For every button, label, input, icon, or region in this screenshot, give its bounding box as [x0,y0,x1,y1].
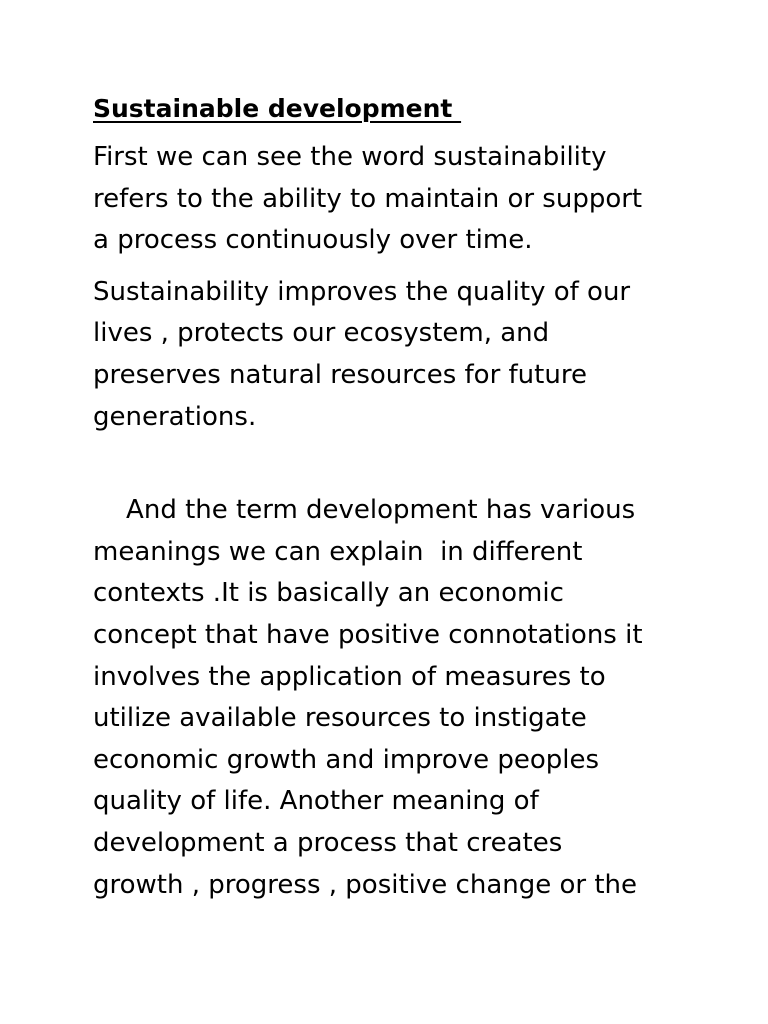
paragraph-1 [93,137,683,262]
text-line: development a process that creates [93,827,563,858]
text-line: Sustainability improves the quality of our [93,276,631,307]
text-line: And the term development has various [93,495,636,526]
text-line: concept that have positive connotations it [93,619,643,650]
text-line: a process continuously over time. [93,225,533,256]
paragraph-2 [93,272,683,438]
document-body [93,88,683,906]
text-line: generations. [93,401,257,432]
text-line: involves the application of measures to [93,661,606,692]
text-line: contexts .It is basically an economic [93,578,564,609]
text-line: First we can see the word sustainability [93,142,607,172]
text-line: refers to the ability to maintain or support [93,183,643,214]
text-line: lives , protects our ecosystem, and [93,318,550,349]
document-title: Sustainable development [93,94,462,123]
text-line: utilize available resources to instigate [93,703,587,734]
text-line: growth , progress , positive change or the [93,869,638,900]
text-line: economic growth and improve peoples [93,744,600,775]
text-line: quality of life. Another meaning of [93,786,539,817]
text-line: meanings we can explain in different [93,536,583,567]
text-line: preserves natural resources for future [93,359,587,390]
paragraph-3 [93,490,683,906]
